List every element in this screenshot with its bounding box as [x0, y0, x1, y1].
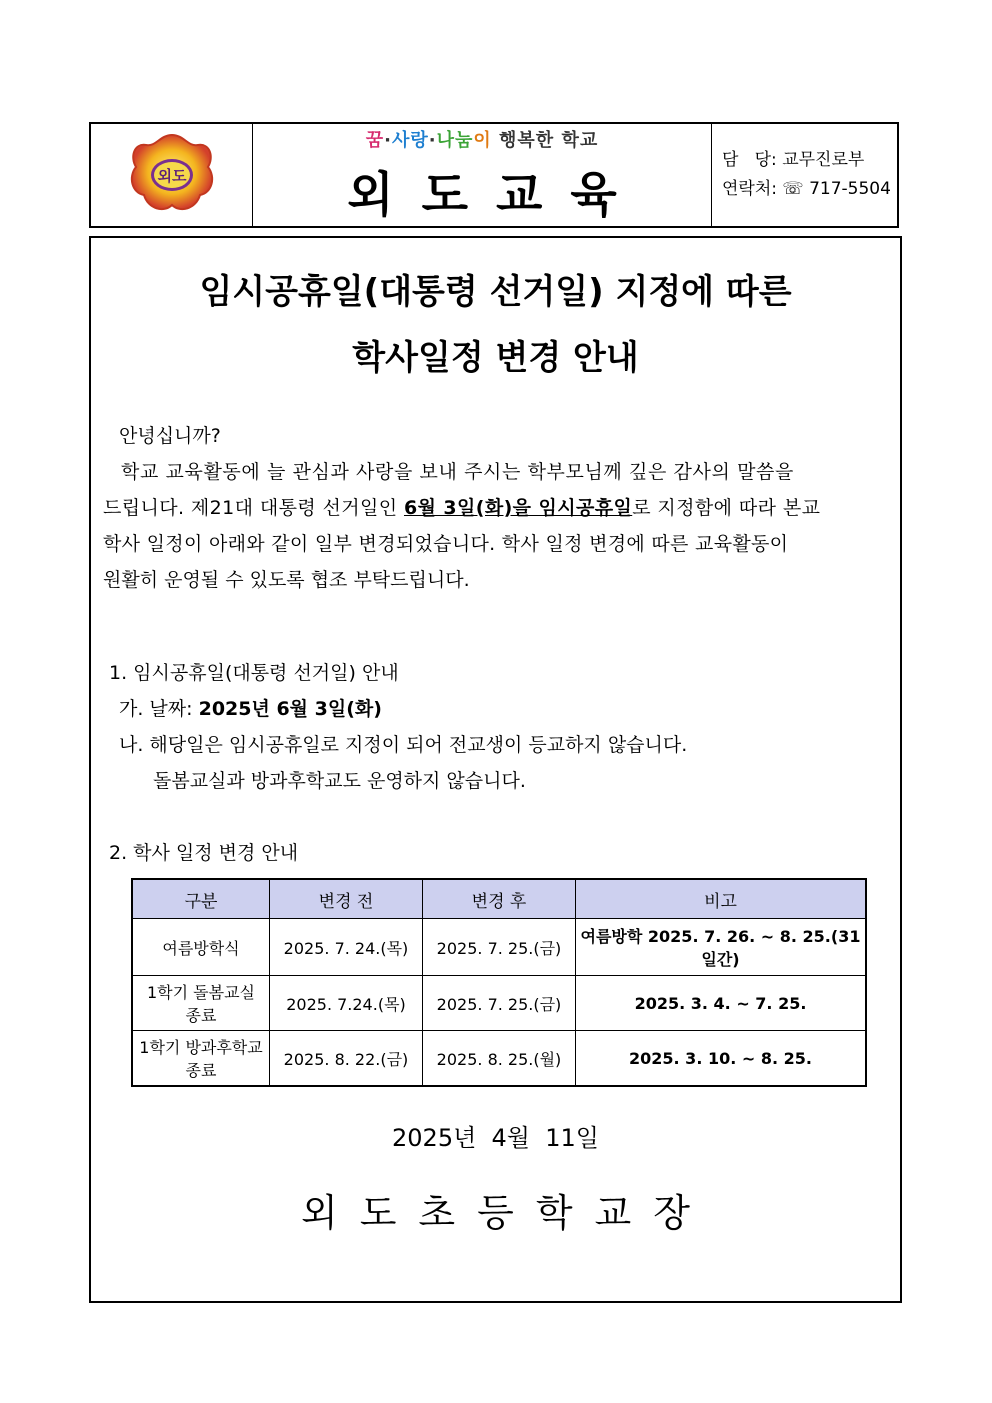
slogan-particle: 이 [473, 129, 492, 151]
col-category: 구분 [132, 879, 270, 919]
cell-category: 1학기 방과후학교 종료 [132, 1031, 270, 1087]
phone-icon: ☏ [782, 179, 804, 199]
table-row [132, 976, 866, 1031]
table-header-row [132, 879, 866, 919]
slogan-dot: · [384, 129, 392, 151]
holiday-date [119, 694, 382, 721]
principal-signature: 외도초등학교장 [301, 1191, 712, 1235]
cell-category: 1학기 돌봄교실 종료 [132, 976, 270, 1031]
intro-line-4: 원활히 운영될 수 있도록 협조 부탁드립니다. [103, 569, 470, 591]
cell-before: 2025. 8. 22.(금) [270, 1031, 423, 1087]
col-before: 변경 전 [270, 879, 423, 919]
manager-label: 담 당: [722, 150, 777, 170]
section1-heading: 1. 임시공휴일(대통령 선거일) 안내 [109, 662, 399, 684]
slogan-love: 사랑 [391, 129, 429, 151]
contact-info [712, 124, 897, 226]
section2-heading: 2. 학사 일정 변경 안내 [109, 842, 299, 864]
date-value: 2025년 6월 3일(화) [198, 698, 382, 720]
newsletter-title: 외도교육 [347, 166, 645, 223]
col-note: 비고 [576, 879, 867, 919]
holiday-highlight: 6월 3일(화)을 임시공휴일 [403, 497, 633, 519]
table-row [132, 1031, 866, 1087]
phone-value: 717-5504 [809, 179, 891, 199]
greeting: 안녕십니까? [119, 425, 221, 447]
closure-notice-2: 돌봄교실과 방과후학교도 운영하지 않습니다. [153, 770, 526, 792]
issue-date: 2025년 4월 11일 [392, 1124, 599, 1152]
logo-cell [91, 124, 253, 226]
table-row [132, 919, 866, 976]
phone-label: 연락처: [722, 179, 777, 199]
cell-note: 2025. 3. 4. ~ 7. 25. [576, 976, 867, 1031]
manager-value: 교무진로부 [782, 150, 865, 170]
school-slogan [366, 126, 599, 152]
schedule-table [131, 878, 867, 1087]
intro-paragraph [103, 418, 893, 598]
manager-line [722, 146, 897, 175]
slogan-dream: 꿈 [365, 129, 385, 151]
slogan-rest: 행복한 학교 [491, 129, 599, 151]
slogan-dot: · [428, 129, 437, 151]
intro-line-2-pre: 드립니다. 제21대 대통령 선거일인 [103, 497, 404, 519]
emblem-text: 외도 [157, 167, 186, 185]
cell-after: 2025. 8. 25.(월) [423, 1031, 576, 1087]
col-after: 변경 후 [423, 879, 576, 919]
notice-title-line1: 임시공휴일(대통령 선거일) 지정에 따른 [199, 272, 792, 312]
cell-note: 2025. 3. 10. ~ 8. 25. [576, 1031, 867, 1087]
intro-line-2 [103, 490, 893, 526]
cell-before: 2025. 7. 24.(목) [270, 919, 423, 976]
cell-after: 2025. 7. 25.(금) [423, 919, 576, 976]
cell-category: 여름방학식 [132, 919, 270, 976]
notice-body [89, 236, 902, 1303]
cell-after: 2025. 7. 25.(금) [423, 976, 576, 1031]
intro-line-2-post: 로 지정함에 따라 본교 [632, 497, 821, 519]
closure-notice: 나. 해당일은 임시공휴일로 지정이 되어 전교생이 등교하지 않습니다. [119, 734, 688, 756]
newsletter-header [89, 122, 899, 228]
notice-title-line2: 학사일정 변경 안내 [352, 338, 639, 378]
phone-line [722, 175, 897, 204]
school-emblem-icon [126, 133, 218, 217]
title-cell [253, 124, 712, 226]
date-label: 가. 날짜: [119, 698, 199, 720]
intro-line-1: 학교 교육활동에 늘 관심과 사랑을 보내 주시는 학부모님께 깊은 감사의 말씀을 [121, 461, 794, 483]
intro-line-3: 학사 일정이 아래와 같이 일부 변경되었습니다. 학사 일정 변경에 따른 교육활동이 [103, 533, 789, 555]
slogan-share: 나눔 [436, 129, 474, 151]
cell-note: 여름방학 2025. 7. 26. ~ 8. 25.(31일간) [576, 919, 867, 976]
cell-before: 2025. 7.24.(목) [270, 976, 423, 1031]
